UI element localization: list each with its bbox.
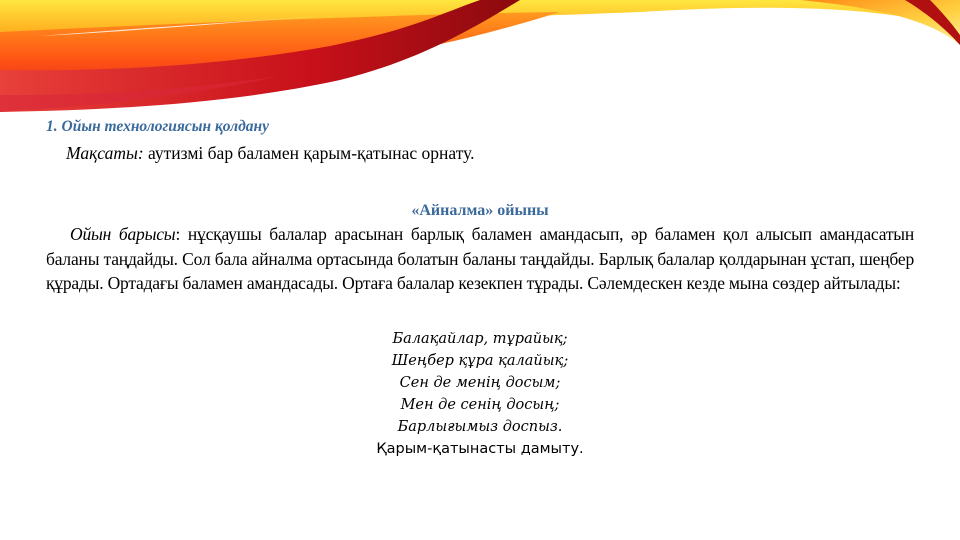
poem-line: Мен де сенің досың; <box>400 397 560 413</box>
goal-line <box>66 143 475 164</box>
poem-line: Балақайлар, тұрайық; <box>392 331 568 347</box>
decorative-wave-banner <box>0 0 960 120</box>
poem-line: Барлығымыз доспыз. <box>397 419 563 435</box>
poem-line: Сен де менің досым; <box>399 375 561 391</box>
closing-line: Қарым-қатынасты дамыту. <box>376 441 584 457</box>
poem-line: Шеңбер құра қалайық; <box>391 353 569 369</box>
goal-text: аутизмі бар баламен қарым-қатынас орнату. <box>143 143 475 163</box>
game-title <box>0 202 960 220</box>
section-heading: 1. Ойын технологиясын қолдану <box>46 118 270 135</box>
description-text: : нұсқаушы балалар арасынан барлық баламен амандасып, әр баламен қол алысып амандасатын баланы таңдайды. Сол бала айналма ортасында болатын баланы таңдайды. Барлық балалар қолдарынан ұстап, шеңбер құрады. Ортадағы баламен амандасады. Ортаға балалар кезекпен тұрады. Сәлемдескен кезде мына сөздер айтылады: <box>46 224 915 293</box>
greeting-poem <box>0 328 960 460</box>
goal-label: Мақсаты: <box>66 143 144 163</box>
game-title-text: «Айналма» ойыны <box>411 202 549 219</box>
description-label: Ойын барысы <box>70 224 176 244</box>
game-description <box>46 222 914 296</box>
